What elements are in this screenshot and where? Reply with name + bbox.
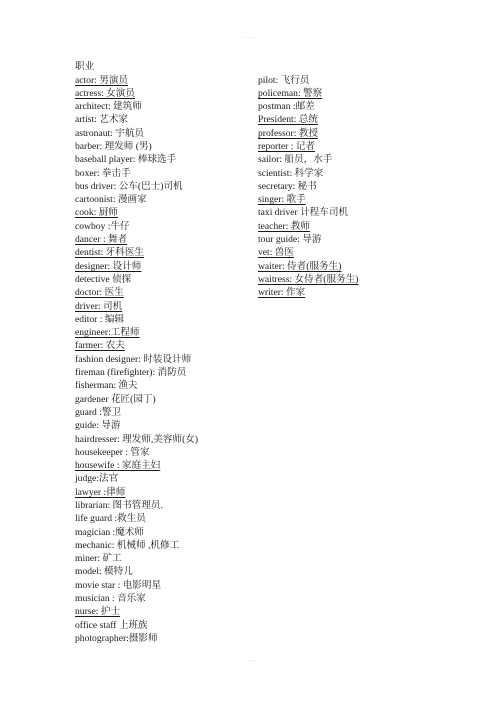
vocab-entry	[75, 220, 198, 233]
vocab-entry-text: waiter: 侍者(服务生)	[258, 260, 342, 272]
left-vocab-column	[75, 74, 198, 646]
vocab-entry	[75, 512, 198, 525]
vocab-entry-text: life guard :救生员	[75, 513, 146, 525]
vocab-entry	[258, 220, 358, 233]
vocab-entry-text: farmer: 农夫	[75, 340, 125, 352]
vocab-entry	[75, 180, 198, 193]
vocab-entry	[258, 127, 358, 140]
vocab-entry-text: guide: 导游	[75, 420, 121, 432]
vocab-entry	[75, 193, 198, 206]
vocab-entry	[75, 153, 198, 166]
page-title: 职业	[75, 61, 95, 72]
vocab-entry	[258, 167, 358, 180]
right-vocab-column	[258, 74, 358, 300]
vocab-entry-text: vet: 兽医	[258, 247, 294, 259]
vocab-entry	[75, 353, 198, 366]
vocab-entry-text: mechanic: 机械师 ,机修工	[75, 539, 180, 551]
vocab-entry	[258, 153, 358, 166]
vocab-entry	[258, 286, 358, 299]
vocab-entry-text: dentist: 牙科医生	[75, 247, 145, 259]
vocab-entry-text: secretary: 秘书	[258, 180, 317, 192]
vocab-entry-text: reporter : 记者	[258, 140, 316, 152]
vocab-entry-text: waitress: 女侍者(服务生)	[258, 273, 359, 285]
vocab-entry	[75, 539, 198, 552]
vocab-entry	[75, 113, 198, 126]
vocab-entry	[75, 499, 198, 512]
vocab-entry-text: pilot: 飞行员	[258, 74, 310, 86]
vocab-entry-text: driver: 司机	[75, 300, 123, 312]
vocab-entry	[75, 140, 198, 153]
vocab-entry	[75, 393, 198, 406]
vocab-entry	[258, 100, 358, 113]
vocab-entry-text: photographer:摄影师	[75, 632, 158, 644]
vocab-entry-text: editor : 编辑	[75, 313, 125, 325]
vocab-entry	[258, 193, 358, 206]
vocab-entry	[75, 167, 198, 180]
vocab-entry	[75, 446, 198, 459]
vocab-entry-text: President: 总统	[258, 114, 318, 126]
vocab-entry	[75, 433, 198, 446]
vocab-entry-text: artist: 艺术家	[75, 114, 129, 126]
vocab-entry-text: dancer : 舞者	[75, 234, 128, 246]
vocab-entry	[258, 260, 358, 273]
vocab-entry	[75, 273, 198, 286]
vocab-entry-text: model: 模特儿	[75, 566, 133, 578]
vocab-entry-text: hairdresser: 理发师,美容师(女)	[75, 433, 199, 445]
vocab-entry-text: actress: 女演员	[75, 87, 135, 99]
vocab-entry-text: singer: 歌手	[258, 194, 306, 206]
vocab-entry-text: bus driver: 公车(巴士)司机	[75, 180, 183, 192]
vocab-entry	[75, 260, 198, 273]
vocab-entry	[75, 206, 198, 219]
vocab-entry	[258, 87, 358, 100]
vocab-entry	[258, 273, 358, 286]
vocab-entry	[75, 87, 198, 100]
vocab-entry	[75, 233, 198, 246]
vocab-entry	[75, 552, 198, 565]
vocab-entry-text: judge:法官	[75, 473, 119, 485]
vocab-entry-text: teacher: 教师	[258, 220, 310, 232]
vocab-entry	[75, 526, 198, 539]
vocab-entry	[75, 246, 198, 259]
vocab-entry-text: postman :邮差	[258, 101, 315, 113]
vocab-entry-text: doctor: 医生	[75, 287, 124, 299]
vocab-entry	[75, 313, 198, 326]
vocab-entry	[258, 246, 358, 259]
vocab-entry	[75, 459, 198, 472]
vocab-entry	[75, 486, 198, 499]
vocab-entry-text: astronaut: 宇航员	[75, 127, 145, 139]
vocab-entry	[258, 140, 358, 153]
vocab-entry-text: nurse: 护士	[75, 606, 121, 618]
vocab-entry	[75, 565, 198, 578]
vocab-entry-text: barber: 理发师 (男)	[75, 140, 152, 152]
vocab-entry-text: housewife : 家庭主妇	[75, 460, 161, 472]
vocab-entry-text: engineer:工程师	[75, 327, 140, 339]
vocab-entry-text: magician :魔术师	[75, 526, 145, 538]
header-watermark: - - - - -	[243, 36, 257, 41]
vocab-entry	[75, 472, 198, 485]
vocab-entry	[258, 233, 358, 246]
vocab-entry-text: cartoonist: 漫画家	[75, 194, 147, 206]
vocab-entry	[258, 113, 358, 126]
vocab-entry-text: cowboy :牛仔	[75, 220, 130, 232]
vocab-entry-text: taxi driver 计程车司机	[258, 207, 349, 219]
vocab-entry	[75, 379, 198, 392]
vocab-entry	[75, 605, 198, 618]
vocab-entry	[75, 619, 198, 632]
vocab-entry-text: movie star : 电影明星	[75, 579, 162, 591]
vocab-entry-text: housekeeper : 管家	[75, 446, 150, 458]
vocab-entry-text: librarian: 图书管理员.	[75, 500, 163, 511]
vocab-entry	[258, 180, 358, 193]
vocab-entry-text: cook: 厨师	[75, 207, 118, 219]
vocab-entry-text: office staff 上班族	[75, 619, 148, 631]
vocab-entry-text: fireman (firefighter): 消防员	[75, 367, 187, 379]
vocab-entry	[258, 74, 358, 87]
footer-watermark: - - - -	[244, 659, 256, 664]
vocab-entry-text: scientist: 科学家	[258, 167, 324, 179]
vocab-entry-text: designer: 设计师	[75, 260, 142, 272]
vocab-entry-text: lawyer :律师	[75, 486, 126, 498]
vocab-entry	[75, 592, 198, 605]
vocab-entry-text: professor: 教授	[258, 127, 318, 139]
vocab-entry-text: baseball player: 棒球选手	[75, 154, 177, 166]
vocab-entry	[75, 100, 198, 113]
vocab-entry-text: fisherman: 渔夫	[75, 380, 138, 392]
vocab-entry-text: boxer: 拳击手	[75, 167, 131, 179]
vocab-entry	[75, 339, 198, 352]
vocab-entry	[258, 206, 358, 219]
vocab-entry	[75, 300, 198, 313]
vocab-entry	[75, 326, 198, 339]
vocab-entry-text: writer: 作家	[258, 287, 306, 299]
vocab-entry-text: fashion designer: 时装设计师	[75, 353, 192, 365]
vocab-entry-text: tour guide: 导游	[258, 234, 322, 246]
vocab-entry	[75, 74, 198, 87]
vocab-entry-text: detective 侦探	[75, 273, 132, 285]
vocab-entry	[75, 127, 198, 140]
vocab-entry-text: musician : 音乐家	[75, 593, 146, 605]
vocab-entry-text: sailor: 船员，水手	[258, 154, 333, 166]
vocab-entry	[75, 579, 198, 592]
vocab-entry	[75, 632, 198, 645]
vocab-entry-text: actor: 男演员	[75, 74, 129, 86]
vocab-entry-text: architect: 建筑师	[75, 101, 142, 113]
vocab-entry-text: gardener 花匠(园丁)	[75, 393, 156, 405]
vocab-entry-text: policeman: 警察	[258, 87, 323, 99]
vocab-entry-text: miner: 矿工	[75, 553, 122, 565]
vocab-entry	[75, 286, 198, 299]
vocab-entry	[75, 406, 198, 419]
vocab-entry	[75, 419, 198, 432]
vocab-entry	[75, 366, 198, 379]
vocab-entry-text: guard :警卫	[75, 406, 122, 418]
